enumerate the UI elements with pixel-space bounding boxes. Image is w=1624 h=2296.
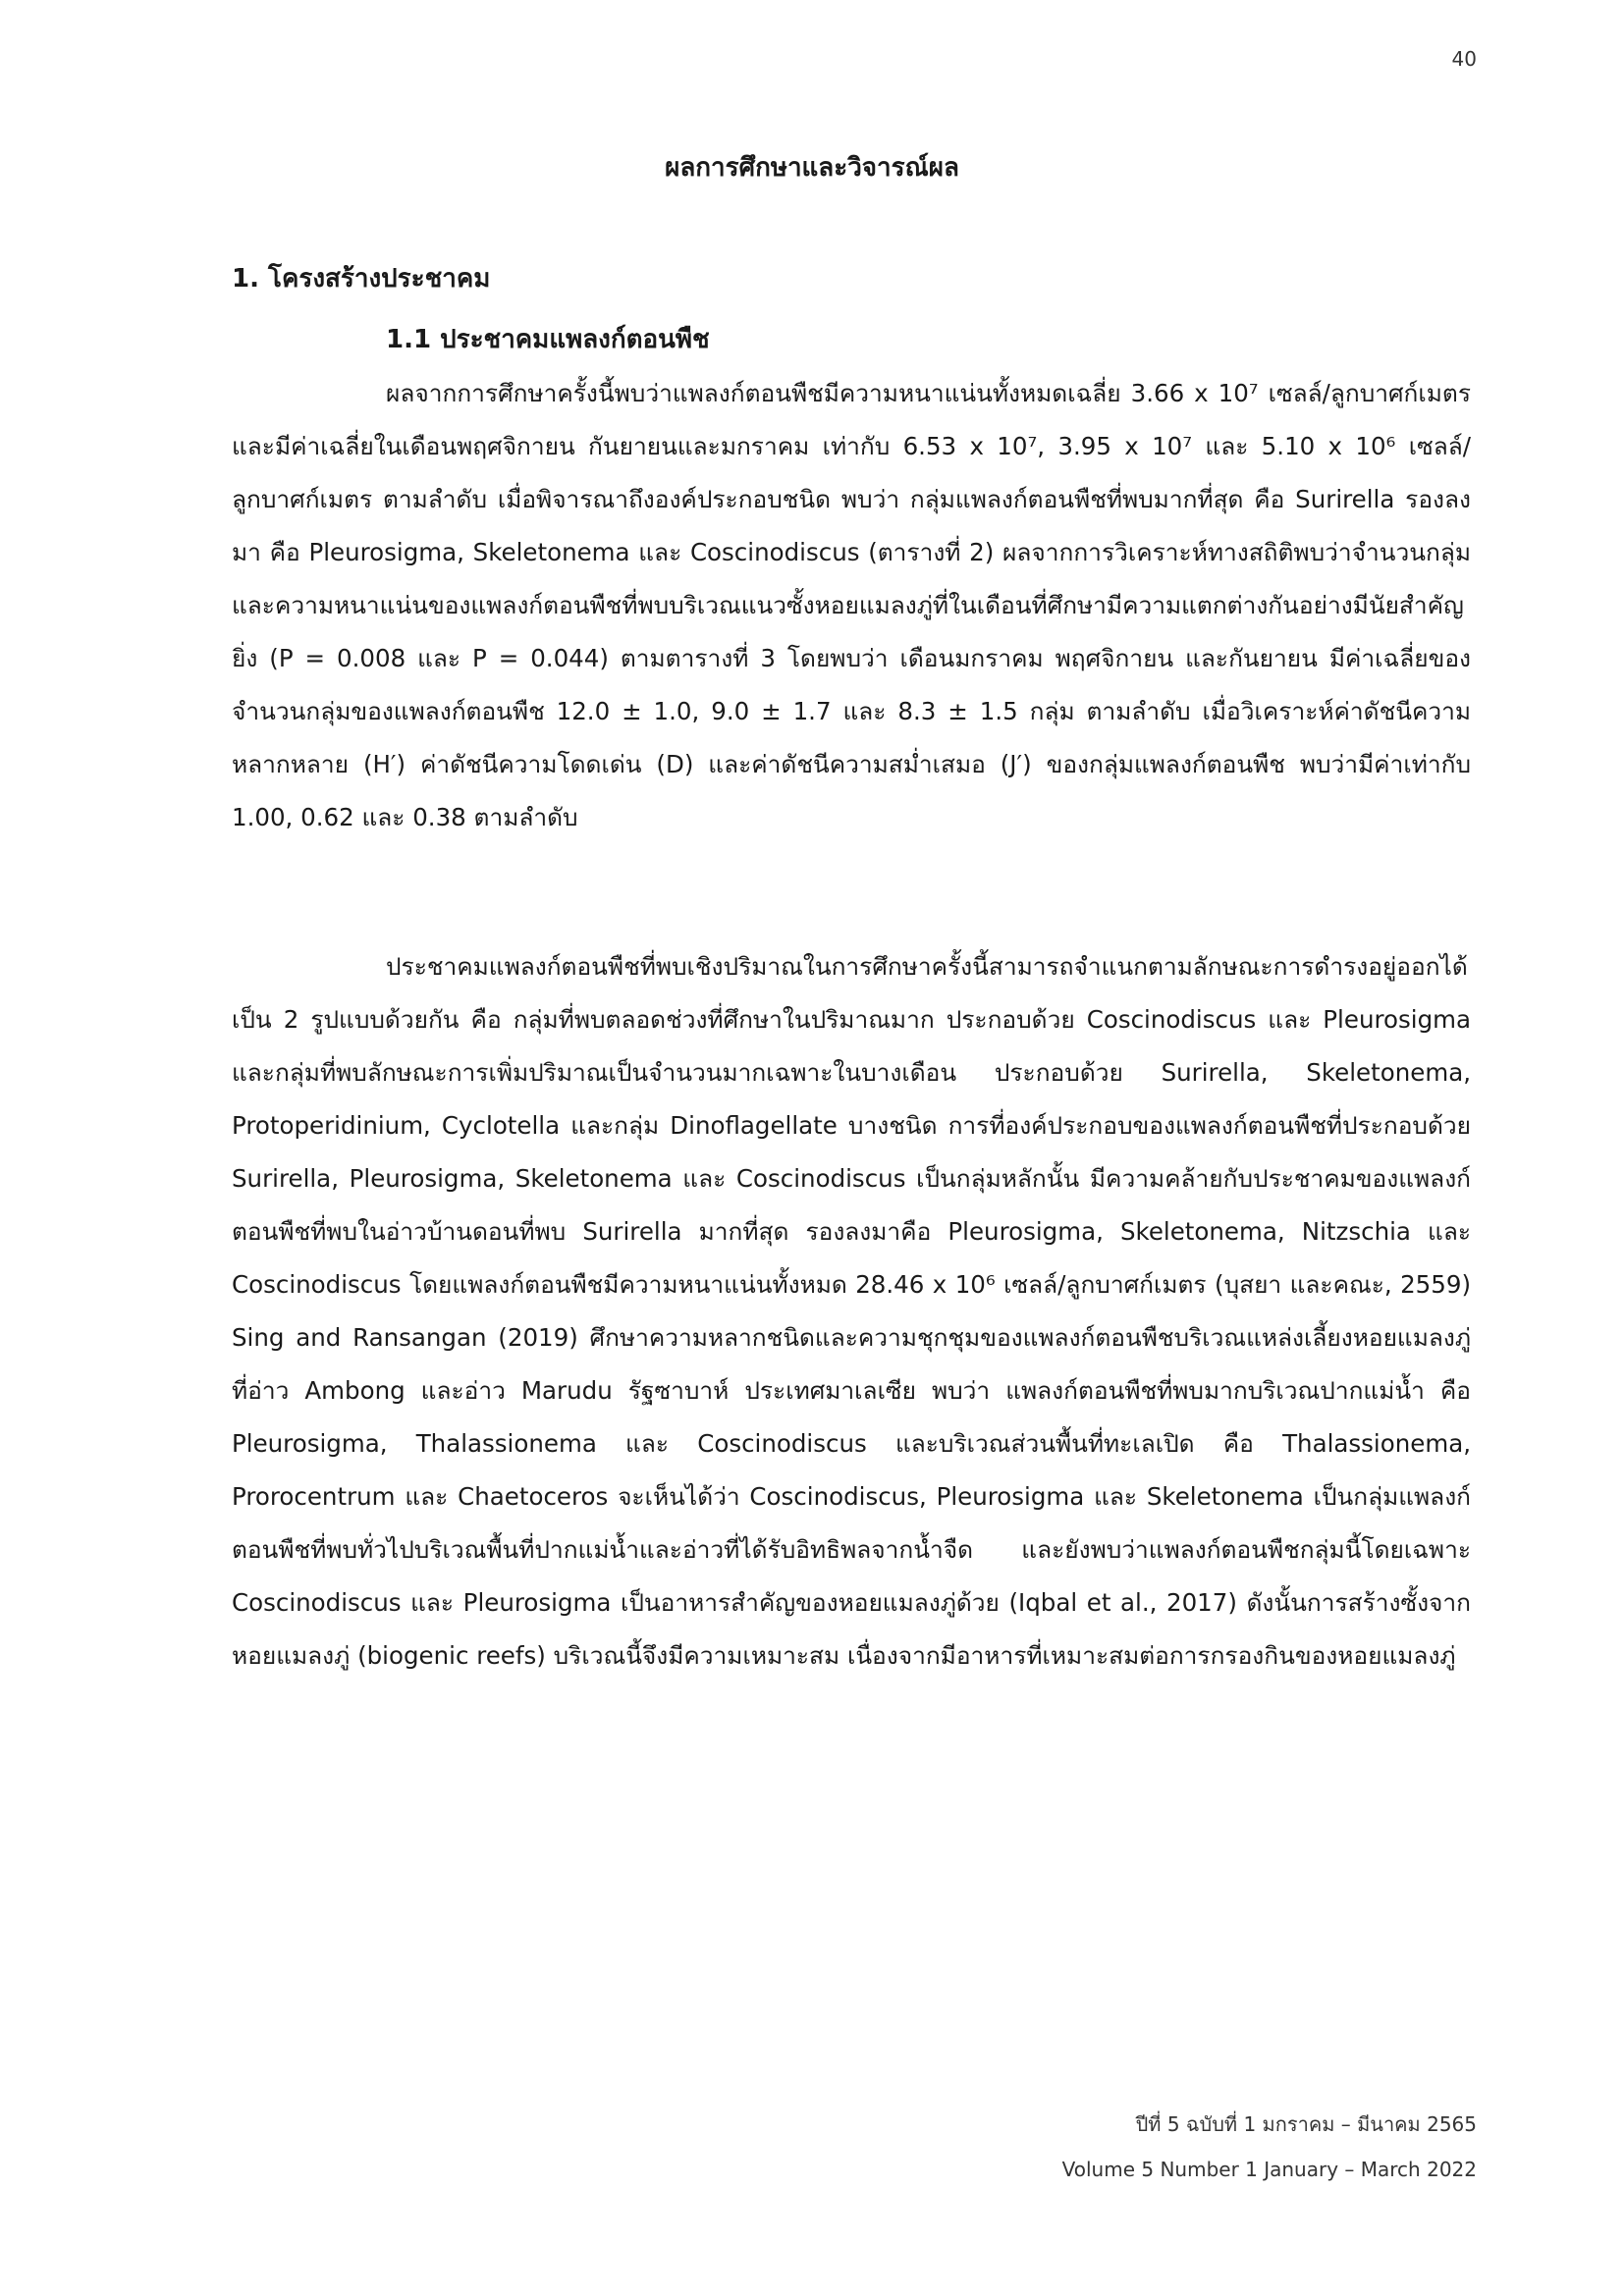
footer-english-issue: Volume 5 Number 1 January – March 2022 (1061, 2158, 1477, 2181)
footer-thai-issue: ปีที่ 5 ฉบับที่ 1 มกราคม – มีนาคม 2565 (1135, 2112, 1477, 2136)
page-number: 40 (1451, 47, 1477, 71)
section-heading: ผลการศึกษาและวิจารณ์ผล (665, 153, 959, 183)
body-paragraph-1 (232, 367, 1471, 844)
paragraph-text: ประชาคมแพลงก์ตอนพืชที่พบเชิงปริมาณในการศึกษาครั้งนี้สามารถจำแนกตามลักษณะการดำรงอยู่ออกได้เป็น 2 รูปแบบด้วยกัน คือ กลุ่มที่พบตลอดช่วงที่ศึกษาในปริมาณมาก ประกอบด้วย Coscinodiscus และ Pleurosigma และกลุ่มที่พบลักษณะการเพิ่มปริมาณเป็นจำนวนมากเฉพาะในบางเดือน ประกอบด้วย Surirella, Skeletonema, Protoperidinium, Cyclotella และกลุ่ม Dinoflagellate บางชนิด การที่องค์ประกอบของแพลงก์ตอนพืชที่ประกอบด้วย Surirella, Pleurosigma, Skeletonema และ Coscinodiscus เป็นกลุ่มหลักนั้น มีความคล้ายกับประชาคมของแพลงก์ตอนพืชที่พบในอ่าวบ้านดอนที่พบ Surirella มากที่สุด รองลงมาคือ Pleurosigma, Skeletonema, Nitzschia และ Coscinodiscus โดยแพลงก์ตอนพืชมีความหนาแน่นทั้งหมด 28.46 x 10⁶ เซลล์/ลูกบาศก์เมตร (บุสยา และคณะ, 2559) Sing and Ransangan (2019) ศึกษาความหลากชนิดและความชุกชุมของแพลงก์ตอนพืชบริเวณแหล่งเลี้ยงหอยแมลงภู่ที่อ่าว Ambong และอ่าว Marudu รัฐซาบาห์ ประเทศมาเลเซีย พบว่า แพลงก์ตอนพืชที่พบมากบริเวณปากแม่น้ำ คือ Pleurosigma, Thalassionema และ Coscinodiscus และบริเวณส่วนพื้นที่ทะเลเปิด คือ Thalassionema, Prorocentrum และ Chaetoceros จะเห็นได้ว่า Coscinodiscus, Pleurosigma และ Skeletonema เป็นกลุ่มแพลงก์ตอนพืชที่พบทั่วไปบริเวณพื้นที่ปากแม่น้ำและอ่าวที่ได้รับอิทธิพลจากน้ำจืด และยังพบว่าแพลงก์ตอนพืชกลุ่มนี้โดยเฉพาะ Coscinodiscus และ Pleurosigma เป็นอาหารสำคัญของหอยแมลงภู่ด้วย (Iqbal et al., 2017) ดังนั้นการสร้างซั้งจากหอยแมลงภู่ (biogenic reefs) บริเวณนี้จึงมีความเหมาะสม เนื่องจากมีอาหารที่เหมาะสมต่อการกรองกินของหอยแมลงภู่ (232, 952, 1471, 1670)
paragraph-text: ผลจากการศึกษาครั้งนี้พบว่าแพลงก์ตอนพืชมีความหนาแน่นทั้งหมดเฉลี่ย 3.66 x 10⁷ เซลล์/ลูกบาศก์เมตร และมีค่าเฉลี่ยในเดือนพฤศจิกายน กันยายนและมกราคม เท่ากับ 6.53 x 10⁷, 3.95 x 10⁷ และ 5.10 x 10⁶ เซลล์/ลูกบาศก์เมตร ตามลำดับ เมื่อพิจารณาถึงองค์ประกอบชนิด พบว่า กลุ่มแพลงก์ตอนพืชที่พบมากที่สุด คือ Surirella รองลงมา คือ Pleurosigma, Skeletonema และ Coscinodiscus (ตารางที่ 2) ผลจากการวิเคราะห์ทางสถิติพบว่าจำนวนกลุ่มและความหนาแน่นของแพลงก์ตอนพืชที่พบบริเวณแนวซั้งหอยแมลงภู่ที่ในเดือนที่ศึกษามีความแตกต่างกันอย่างมีนัยสำคัญยิ่ง (P = 0.008 และ P = 0.044) ตามตารางที่ 3 โดยพบว่า เดือนมกราคม พฤศจิกายน และกันยายน มีค่าเฉลี่ยของจำนวนกลุ่มของแพลงก์ตอนพืช 12.0 ± 1.0, 9.0 ± 1.7 และ 8.3 ± 1.5 กลุ่ม ตามลำดับ เมื่อวิเคราะห์ค่าดัชนีความหลากหลาย (H′) ค่าดัชนีความโดดเด่น (D) และค่าดัชนีความสม่ำเสมอ (J′) ของกลุ่มแพลงก์ตอนพืช พบว่ามีค่าเท่ากับ 1.00, 0.62 และ 0.38 ตามลำดับ (232, 379, 1471, 831)
section-title: 1. โครงสร้างประชาคม (232, 264, 491, 294)
body-paragraph-2 (232, 940, 1471, 1682)
subsection-title: 1.1 ประชาคมแพลงก์ตอนพืช (386, 325, 710, 354)
